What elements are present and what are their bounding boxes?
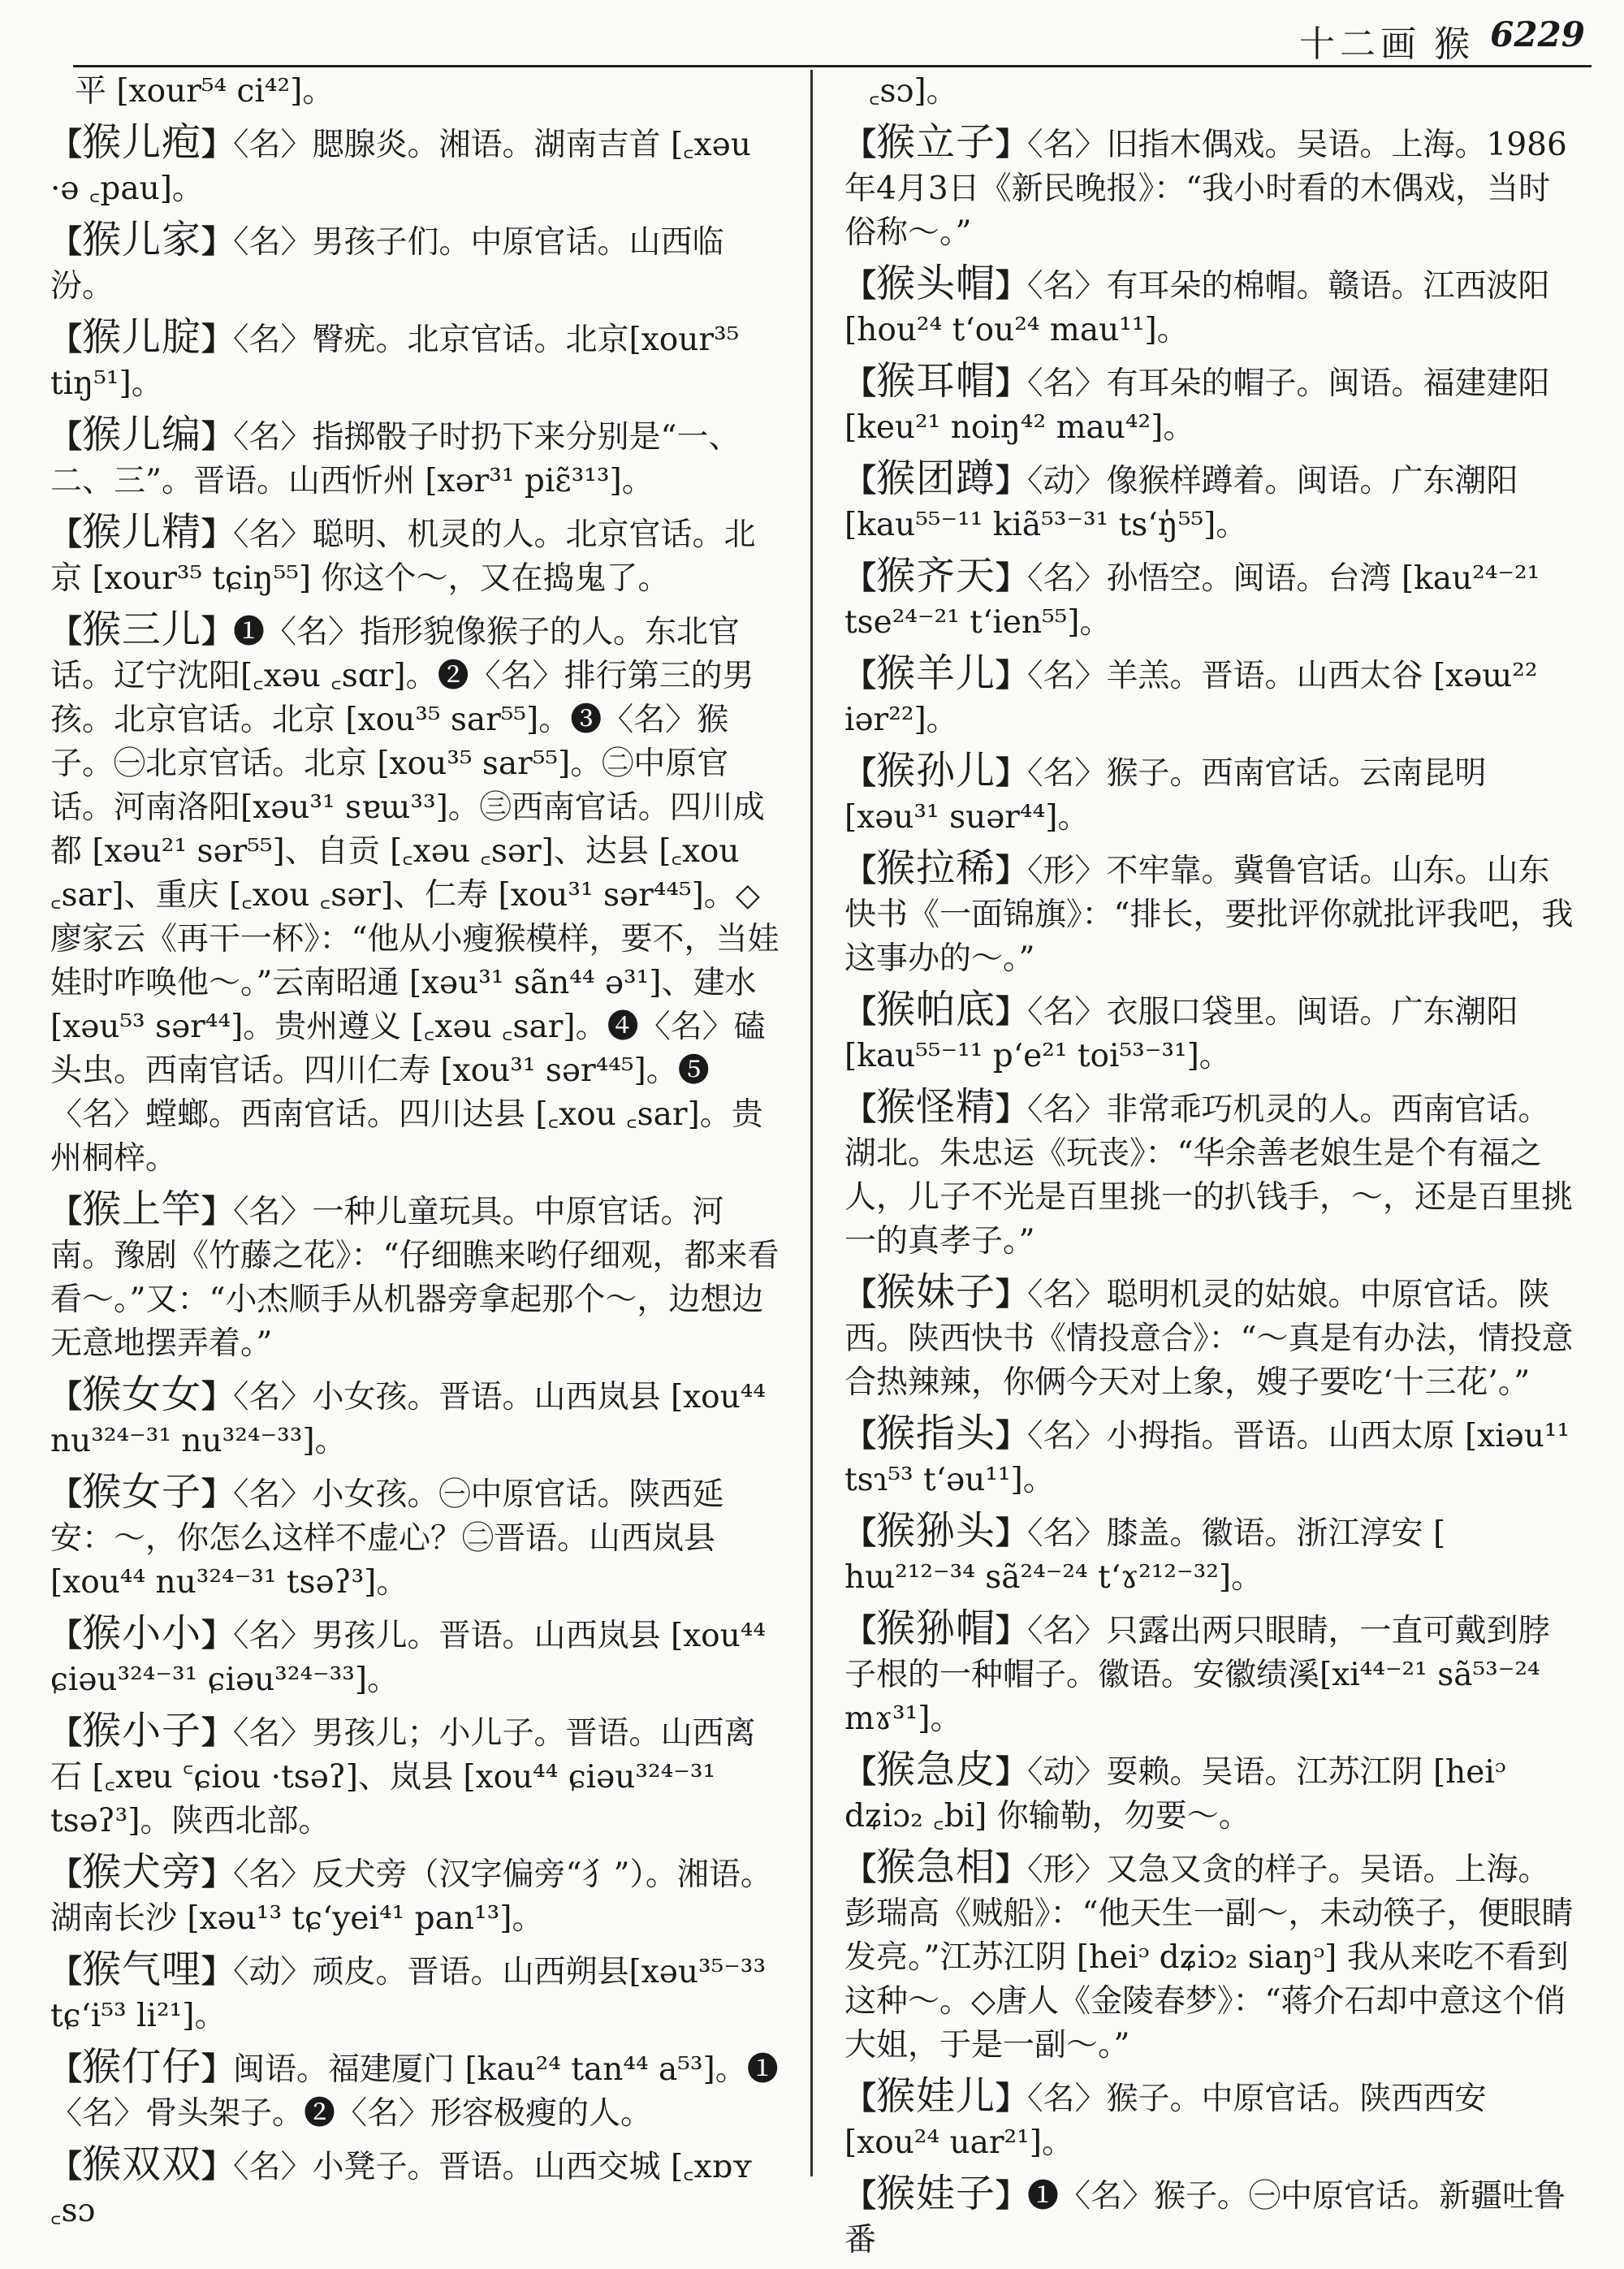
headword-bracket-close: 】 <box>201 613 234 650</box>
dictionary-entry <box>50 70 781 114</box>
headword-bracket-close: 】 <box>996 1851 1028 1888</box>
headword-bracket-open: 【 <box>50 1856 83 1893</box>
entry-headword: 猴狲头 <box>876 1508 996 1554</box>
dictionary-entry <box>844 456 1575 547</box>
headword-bracket-open: 【 <box>844 1851 877 1888</box>
headword-bracket-open: 【 <box>844 657 877 694</box>
headword-bracket-close: 】 <box>996 754 1028 792</box>
dictionary-entry <box>50 413 781 504</box>
headword-bracket-open: 【 <box>844 993 877 1031</box>
entry-headword: 猴耳帽 <box>876 358 996 404</box>
dictionary-entry <box>844 359 1575 450</box>
entry-headword: 猴羊儿 <box>876 650 996 696</box>
headword-bracket-open: 【 <box>844 1753 877 1791</box>
left-column <box>50 70 781 2240</box>
dictionary-entry <box>844 846 1575 981</box>
headword-bracket-close: 】 <box>201 126 234 163</box>
entry-definition: 〈名〉有耳朵的棉帽。赣语。江西波阳[hou²⁴ tʻou²⁴ mau¹¹]。 <box>844 268 1550 348</box>
headword-bracket-open: 【 <box>844 2080 877 2117</box>
headword-bracket-close: 】 <box>996 1276 1028 1313</box>
dictionary-entry <box>50 218 781 309</box>
entry-headword: 猴三儿 <box>82 607 202 652</box>
headword-bracket-close: 】 <box>996 2080 1028 2117</box>
entry-definition: 〈名〉腮腺炎。湘语。湖南吉首 [꜀xəu ·ə ꜀pau]。 <box>50 127 751 207</box>
headword-bracket-open: 【 <box>50 1476 83 1513</box>
dictionary-entry <box>50 1372 781 1463</box>
headword-bracket-open: 【 <box>50 1193 83 1230</box>
header-rule <box>73 65 1592 67</box>
entry-definition: 〈名〉羊羔。晋语。山西太谷 [xəɯ²² iər²²]。 <box>844 658 1538 738</box>
headword-bracket-open: 【 <box>50 2148 83 2185</box>
headword-bracket-close: 】 <box>996 1515 1028 1552</box>
entry-definition: 〈名〉男孩儿。晋语。山西岚县 [xou⁴⁴ ɕiəu³²⁴⁻³¹ ɕiəu³²⁴⁻³³]。 <box>50 1618 767 1698</box>
entry-definition: 〈名〉一种儿童玩具。中原官话。河南。豫剧《竹藤之花》：“仔细瞧来哟仔细观，都来看看～。”又：“小杰顺手从机器旁拿起那个～，边想边无意地摆弄着。” <box>50 1194 780 1362</box>
entry-headword: 猴团蹲 <box>876 456 996 501</box>
dictionary-entry <box>844 2074 1575 2165</box>
entry-definition: 〈名〉男孩子们。中原官话。山西临汾。 <box>50 224 724 305</box>
entry-headword: 猴女女 <box>82 1372 202 1417</box>
headword-bracket-close: 】 <box>201 1476 234 1513</box>
dictionary-entry <box>844 749 1575 840</box>
dictionary-entry <box>50 607 781 1181</box>
dictionary-entry <box>844 988 1575 1078</box>
headword-bracket-open: 【 <box>844 1091 877 1128</box>
entry-headword: 猴儿家 <box>82 217 202 262</box>
entry-definition: 〈动〉像猴样蹲着。闽语。广东潮阳[kau⁵⁵⁻¹¹ kiã⁵³⁻³¹ tsʻŋ̍⁵⁵]。 <box>844 463 1518 543</box>
dictionary-entry <box>844 1085 1575 1264</box>
dictionary-entry <box>844 554 1575 645</box>
headword-bracket-open: 【 <box>50 1378 83 1415</box>
headword-bracket-close: 】 <box>201 2051 234 2088</box>
entry-headword: 猴妹子 <box>876 1269 996 1315</box>
entry-definition: 〈动〉耍赖。吴语。江苏江阴 [heiᵓ dʑiɔ₂ ꜀bi] 你输勒，勿要～。 <box>844 1754 1506 1835</box>
entry-definition: 〈名〉聪明机灵的姑娘。中原官话。陕西。陕西快书《情投意合》：“～真是有办法，情投意合热辣辣，你俩今天对上象，嫂子要吃‘十三花’。” <box>844 1277 1574 1401</box>
entry-definition: 〈名〉孙悟空。闽语。台湾 [kau²⁴⁻²¹ tse²⁴⁻²¹ tʻien⁵⁵]。 <box>844 560 1540 641</box>
headword-bracket-close: 】 <box>201 418 234 456</box>
headword-bracket-open: 【 <box>50 418 83 456</box>
headword-bracket-open: 【 <box>50 516 83 553</box>
entry-headword: 猴娃子 <box>876 2171 996 2216</box>
entry-headword: 猴指头 <box>876 1411 996 1456</box>
headword-bracket-open: 【 <box>50 1953 83 1990</box>
headword-bracket-close: 】 <box>996 365 1028 402</box>
dictionary-entry <box>844 70 1575 114</box>
headword-bracket-open: 【 <box>844 754 877 792</box>
headword-bracket-close: 】 <box>201 516 234 553</box>
entry-headword: 猴仃仔 <box>82 2044 202 2090</box>
entry-headword: 猴小小 <box>82 1610 202 1656</box>
page-header <box>0 0 1624 65</box>
entry-headword: 猴头帽 <box>876 261 996 306</box>
dictionary-entry <box>50 2142 781 2233</box>
headword-bracket-open: 【 <box>50 1714 83 1752</box>
dictionary-entry <box>844 651 1575 742</box>
headword-bracket-close: 】 <box>996 462 1028 499</box>
entry-definition: ❶〈名〉猴子。㊀中原官话。新疆吐鲁番 <box>844 2178 1566 2258</box>
headword-bracket-close: 】 <box>996 1091 1028 1128</box>
headword-bracket-close: 】 <box>201 1953 234 1990</box>
dictionary-entry <box>844 1411 1575 1502</box>
entry-headword: 猴立子 <box>876 119 996 165</box>
entry-definition: 〈名〉膝盖。徽语。浙江淳安 [ hɯ²¹²⁻³⁴ sã²⁴⁻²⁴ tʻɤ²¹²⁻³²]。 <box>844 1515 1446 1596</box>
column-divider <box>810 70 813 2176</box>
entry-headword: 猴女子 <box>82 1469 202 1515</box>
headword-bracket-open: 【 <box>50 126 83 163</box>
entry-headword: 猴孙儿 <box>876 748 996 793</box>
entry-definition: 〈名〉旧指木偶戏。吴语。上海。1986年4月3日《新民晚报》：“我小时看的木偶戏，当时俗称～。” <box>844 127 1567 251</box>
headword-bracket-close: 】 <box>996 657 1028 694</box>
entry-continuation: ꜀sɔ]。 <box>869 73 958 110</box>
page-number: 6229 <box>1490 15 1585 54</box>
entry-headword: 猴儿腚 <box>82 314 202 360</box>
headword-bracket-close: 】 <box>996 560 1028 597</box>
dictionary-entry <box>844 1509 1575 1600</box>
entry-headword: 猴儿疱 <box>82 119 202 165</box>
entry-definition: 〈名〉男孩儿；小儿子。晋语。山西离石 [꜀xɐu ꜂ɕiou ·tsəʔ]、岚县 [xou⁴⁴ ɕiəu³²⁴⁻³¹ tsəʔ³]。陕西北部。 <box>50 1715 756 1839</box>
headword-bracket-close: 】 <box>201 1378 234 1415</box>
entry-definition: 〈名〉指掷骰子时扔下来分别是“一、二、三”。晋语。山西忻州 [xər³¹ piɛ̃³¹³]。 <box>50 419 741 499</box>
headword-bracket-close: 】 <box>996 267 1028 305</box>
entry-definition: 〈名〉猴子。西南官话。云南昆明 [xəu³¹ suər⁴⁴]。 <box>844 755 1487 836</box>
entry-headword: 猴双双 <box>82 2142 202 2187</box>
dictionary-entry <box>844 1606 1575 1741</box>
dictionary-entry <box>844 1748 1575 1839</box>
entry-headword: 猴帕底 <box>876 987 996 1032</box>
entry-headword: 猴气哩 <box>82 1947 202 1992</box>
headword-bracket-close: 】 <box>201 321 234 358</box>
entry-definition: 〈名〉有耳朵的帽子。闽语。福建建阳[keu²¹ noiŋ⁴² mau⁴²]。 <box>844 365 1550 446</box>
headword-bracket-close: 】 <box>996 2177 1028 2215</box>
entry-definition: 〈名〉小女孩。晋语。山西岚县 [xou⁴⁴ nu³²⁴⁻³¹ nu³²⁴⁻³³]。 <box>50 1379 767 1459</box>
dictionary-entry <box>50 2045 781 2136</box>
headword-bracket-open: 【 <box>50 321 83 358</box>
headword-bracket-open: 【 <box>844 1612 877 1649</box>
headword-bracket-close: 】 <box>201 2148 234 2185</box>
headword-bracket-close: 】 <box>996 126 1028 163</box>
entry-definition: 闽语。福建厦门 [kau²⁴ tan⁴⁴ a⁵³]。❶〈名〉骨头架子。❷〈名〉形容极瘦的人。 <box>50 2051 779 2132</box>
entry-definition: 〈动〉顽皮。晋语。山西朔县[xəu³⁵⁻³³ tɕʻi⁵³ li²¹]。 <box>50 1954 767 2034</box>
dictionary-entry <box>50 1947 781 2038</box>
headword-bracket-open: 【 <box>50 1617 83 1654</box>
entry-definition: 〈名〉小凳子。晋语。山西交城 [꜀xɒʏ ꜀sɔ <box>50 2149 754 2229</box>
dictionary-entry <box>50 1611 781 1702</box>
entry-headword: 猴娃儿 <box>876 2073 996 2119</box>
dictionary-entry <box>50 1850 781 1941</box>
headword-bracket-close: 】 <box>201 223 234 261</box>
headword-bracket-close: 】 <box>996 993 1028 1031</box>
dictionary-entry <box>50 1470 781 1605</box>
headword-bracket-open: 【 <box>844 1515 877 1552</box>
headword-bracket-close: 】 <box>996 1417 1028 1454</box>
headword-bracket-close: 】 <box>201 1714 234 1752</box>
entry-definition: 〈名〉小女孩。㊀中原官话。陕西延安：～，你怎么这样不虚心？㊁晋语。山西岚县 [xou⁴⁴ nu³²⁴⁻³¹ tsəʔ³]。 <box>50 1476 724 1601</box>
dictionary-entry <box>844 2172 1575 2263</box>
entry-definition: 〈名〉非常乖巧机灵的人。西南官话。湖北。朱忠运《玩丧》：“华余善老娘生是个有福之人，儿子不光是百里挑一的扒钱手，～，还是百里挑一的真孝子。” <box>844 1091 1574 1260</box>
dictionary-entry <box>50 1709 781 1843</box>
entry-definition: 〈名〉臀疣。北京官话。北京[xour³⁵ tiŋ⁵¹]。 <box>50 322 740 402</box>
headword-bracket-close: 】 <box>996 1612 1028 1649</box>
headword-bracket-open: 【 <box>844 1417 877 1454</box>
dictionary-entry <box>50 1187 781 1366</box>
dictionary-entry <box>50 120 781 211</box>
headword-bracket-close: 】 <box>201 1193 234 1230</box>
headword-bracket-open: 【 <box>50 613 83 650</box>
entry-headword: 猴上竿 <box>82 1186 202 1232</box>
dictionary-entry <box>844 1845 1575 2068</box>
entry-definition: 〈名〉小拇指。晋语。山西太原 [xiəu¹¹ tsɿ⁵³ tʻəu¹¹]。 <box>844 1418 1570 1498</box>
headword-bracket-open: 【 <box>50 223 83 261</box>
entry-headword: 猴怪精 <box>876 1084 996 1130</box>
entry-headword: 猴齐天 <box>876 553 996 599</box>
headword-bracket-open: 【 <box>844 365 877 402</box>
headword-bracket-close: 】 <box>201 1617 234 1654</box>
entry-definition: 〈名〉只露出两只眼睛，一直可戴到脖子根的一种帽子。徽语。安徽绩溪[xi⁴⁴⁻²¹ sã⁵³⁻²⁴ mɤ³¹]。 <box>844 1613 1550 1737</box>
entry-definition: 〈名〉猴子。中原官话。陕西西安 [xou²⁴ uar²¹]。 <box>844 2081 1487 2161</box>
headword-bracket-open: 【 <box>50 2051 83 2088</box>
entry-headword: 猴急皮 <box>876 1747 996 1792</box>
dictionary-entry <box>50 315 781 406</box>
entry-definition: 〈名〉反犬旁（汉字偏旁“犭”）。湘语。湖南长沙 [xəu¹³ tɕʻyei⁴¹ pan¹³]。 <box>50 1856 772 1937</box>
entry-headword: 猴拉稀 <box>876 845 996 891</box>
headword-bracket-open: 【 <box>844 852 877 889</box>
entry-headword: 猴狲帽 <box>876 1606 996 1651</box>
entry-definition: ❶〈名〉指形貌像猴子的人。东北官话。辽宁沈阳[꜀xəu ꜀sɑr]。❷〈名〉排行第三的男孩。北京官话。北京 [xou³⁵ sar⁵⁵]。❸〈名〉猴子。㊀北京官话。北京 [xou³⁵ sar⁵⁵]。㊁中原官话。河南洛阳[xəu³¹ sɐɯ³³]。㊂西南官话。四川成都 [xəu²¹ sər⁵⁵]、自贡 [꜀xəu ꜀sər]、达县 [꜀xou ꜀sar]、重庆 [꜀xou ꜀sər]、仁寿 [xou³¹ sər⁴⁴⁵]。◇廖家云《再干一杯》：“他从小瘦猴模样，要不，当娃娃时咋唤他～。”云南昭通 [xəu³¹ sãn⁴⁴ ə³¹]、建水 [xəu⁵³ sər⁴⁴]。贵州遵义 [꜀xəu ꜀sar]。❹〈名〉磕头虫。西南官话。四川仁寿 [xou³¹ sər⁴⁴⁵]。❺〈名〉螳螂。西南官话。四川达县 [꜀xou ꜀sar]。贵州桐梓。 <box>50 614 780 1177</box>
entry-headword: 猴急相 <box>876 1844 996 1890</box>
entry-headword: 猴儿精 <box>82 509 202 555</box>
section-label: 十二画 <box>1299 24 1421 65</box>
entry-definition: 〈名〉衣服口袋里。闽语。广东潮阳[kau⁵⁵⁻¹¹ pʻe²¹ toi⁵³⁻³¹]。 <box>844 994 1518 1074</box>
entry-headword: 猴犬旁 <box>82 1849 202 1895</box>
entry-headword: 猴小子 <box>82 1708 202 1753</box>
dictionary-entry <box>844 1270 1575 1405</box>
entry-definition: 〈名〉聪明、机灵的人。北京官话。北京 [xour³⁵ tɕiŋ⁵⁵] 你这个～，又在捣鬼了。 <box>50 516 756 597</box>
headword-bracket-open: 【 <box>844 1276 877 1313</box>
headword-bracket-close: 】 <box>996 1753 1028 1791</box>
headword-bracket-open: 【 <box>844 267 877 305</box>
headword-bracket-open: 【 <box>844 462 877 499</box>
headword-bracket-close: 】 <box>996 852 1028 889</box>
headword-bracket-open: 【 <box>844 560 877 597</box>
entry-headword: 猴儿编 <box>82 412 202 457</box>
entry-definition: 〈形〉又急又贪的样子。吴语。上海。彭瑞高《贼船》：“他天生一副～，未动筷子，便眼睛发亮。”江苏江阴 [heiᵓ dʑiɔ₂ siaŋᵓ] 我从来吃不看到这种～。◇唐人《金陵春梦》：“蒋介石却中意这个俏大姐，于是一副～。” <box>844 1852 1574 2064</box>
headword-bracket-open: 【 <box>844 126 877 163</box>
entry-definition: 〈形〉不牢靠。冀鲁官话。山东。山东快书《一面锦旗》：“排长，要批评你就批评我吧，我这事办的～。” <box>844 853 1574 977</box>
headword-bracket-close: 】 <box>201 1856 234 1893</box>
entry-continuation: 平 [xour⁵⁴ ci⁴²]。 <box>75 73 335 110</box>
dictionary-entry <box>844 261 1575 352</box>
header-headword: 猴 <box>1434 24 1470 65</box>
dictionary-entry <box>50 510 781 601</box>
dictionary-entry <box>844 120 1575 255</box>
right-column <box>844 70 1575 2269</box>
headword-bracket-open: 【 <box>844 2177 877 2215</box>
